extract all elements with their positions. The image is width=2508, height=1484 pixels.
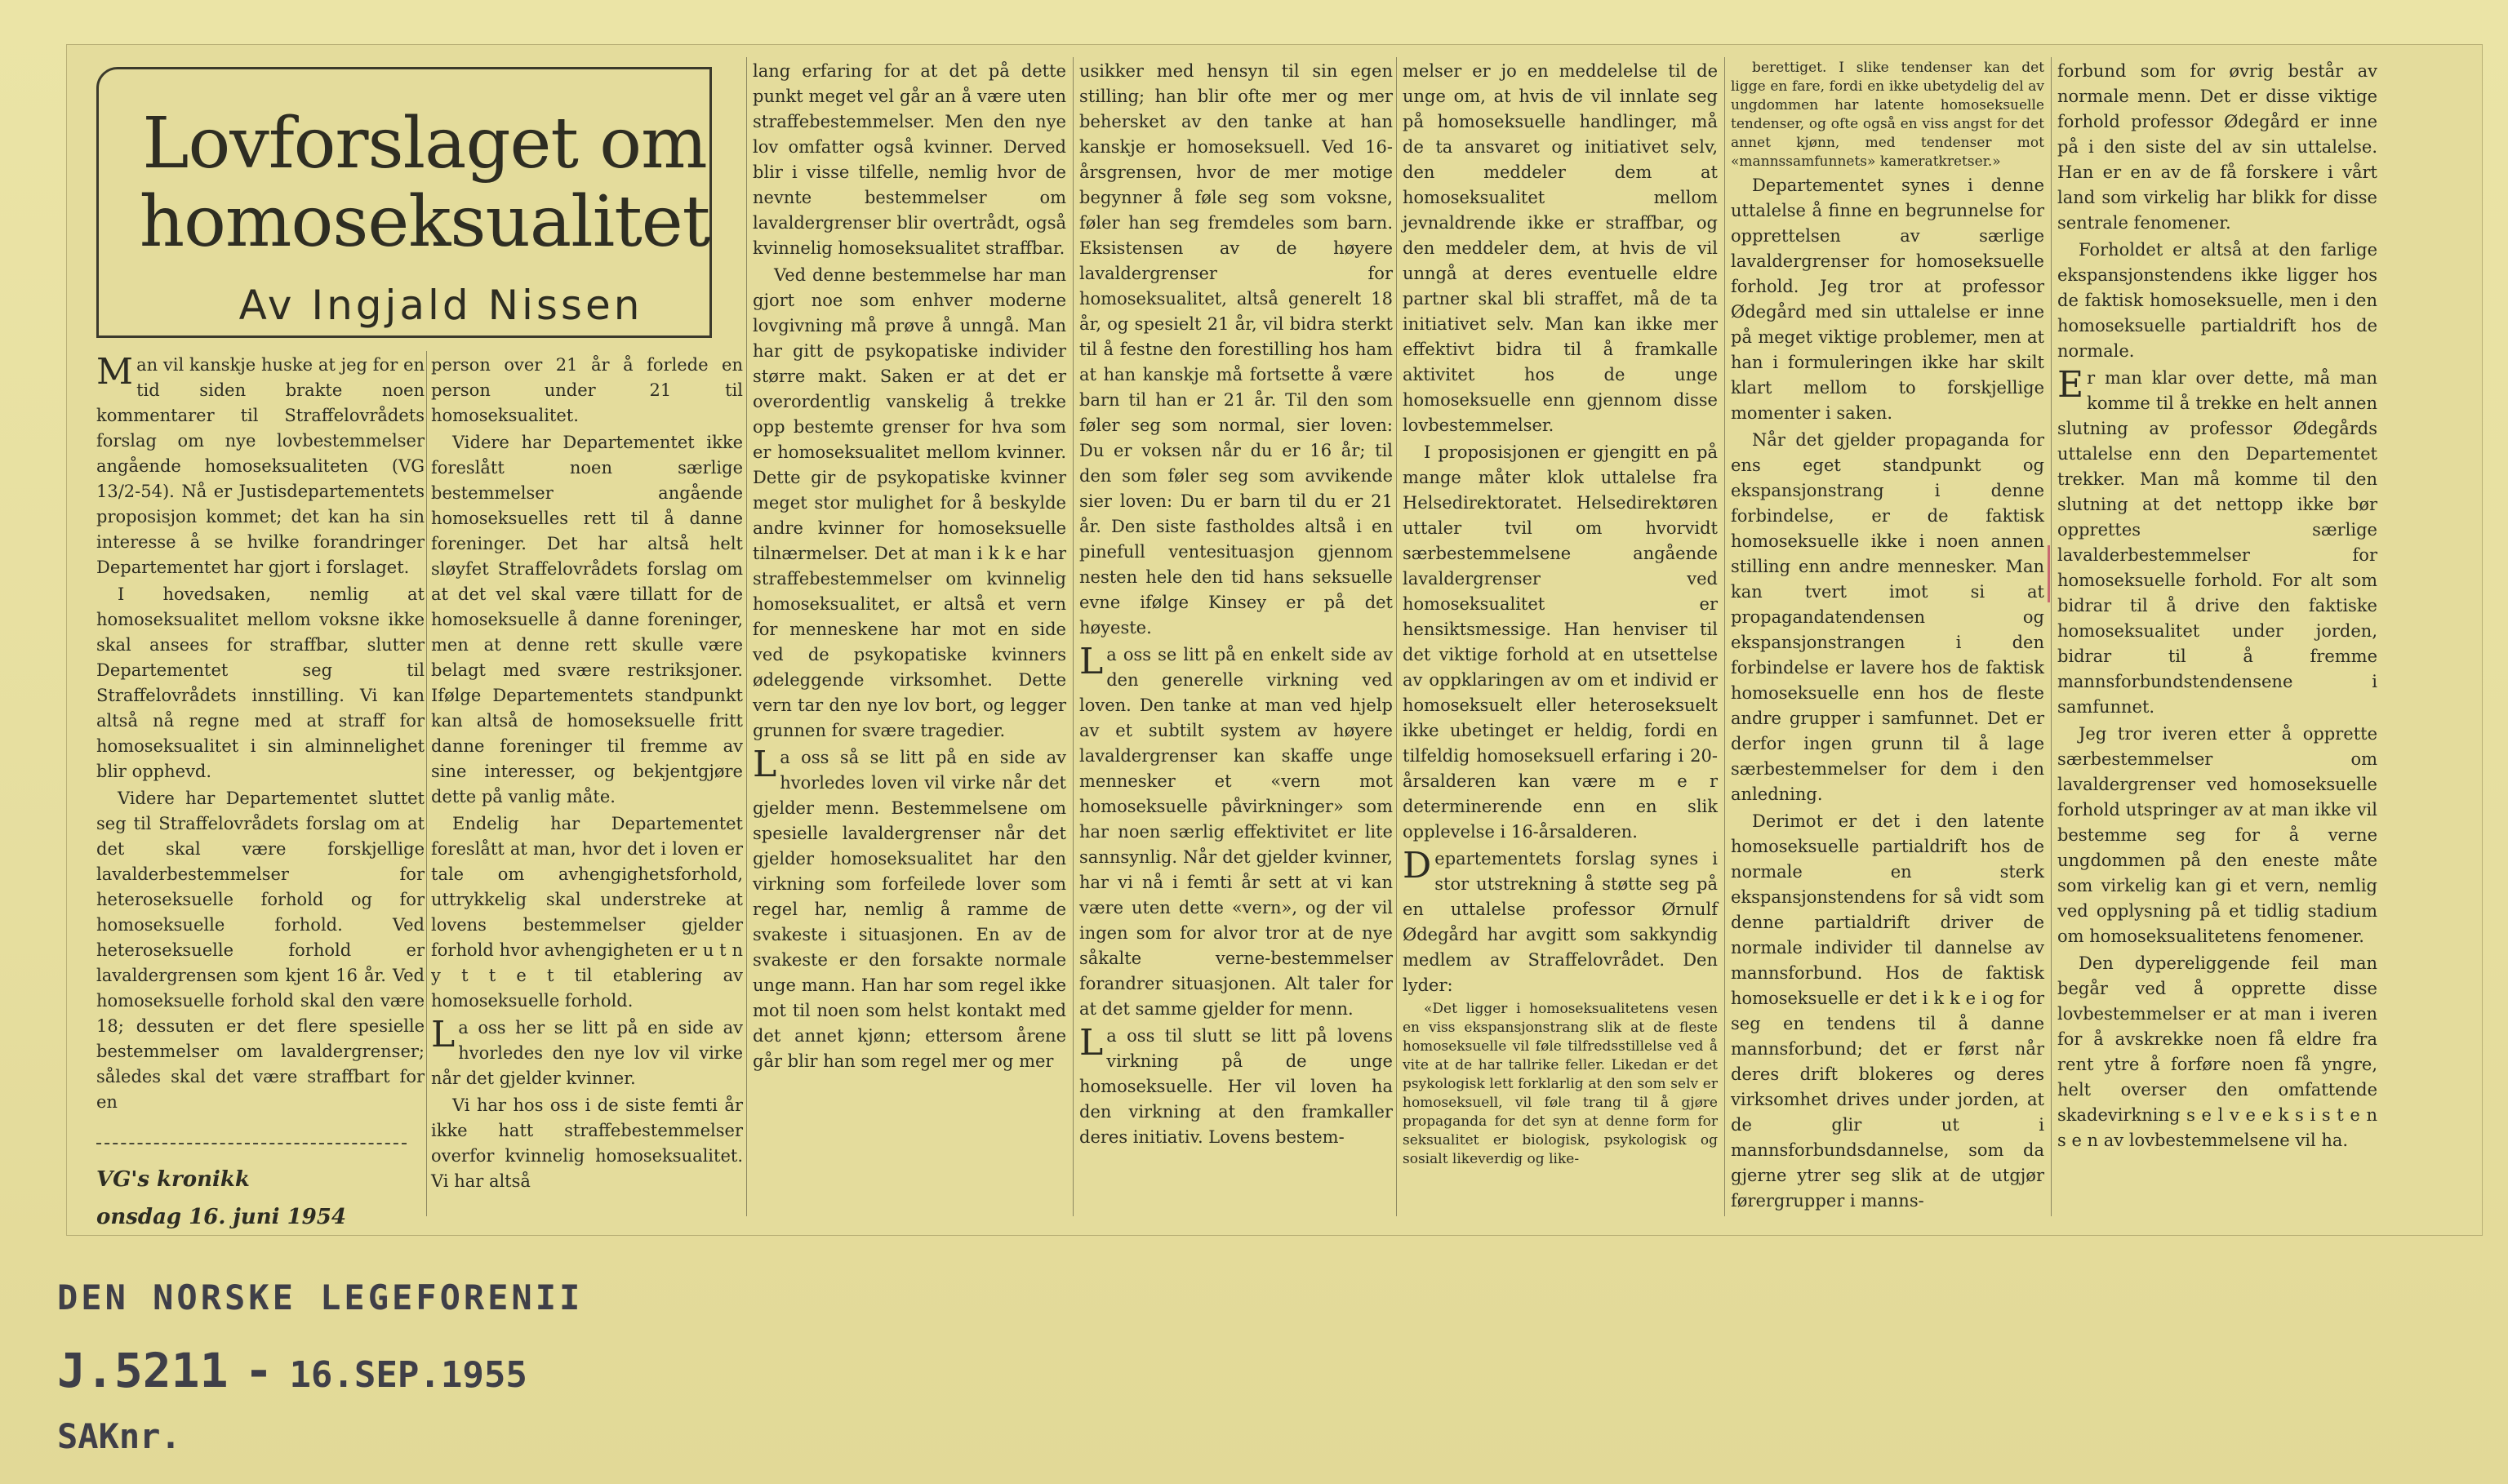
column-rule [2051,57,2052,1216]
paragraph-text: I proposisjonen er gjengitt en på mange måter klok uttalelse fra Helsedirektoratet. Helsedirektøren uttaler tvil om hvorvidt særbestemmelsene angående lavaldergrenser ved homoseksualitet er hensiktsmessige. Han henviser til det viktige forhold at en utsettelse av oppklaringen av om et individ er homoseksuelt eller heteroseksuelt ikke ubetinget er heldig, fordi en tilfeldig homoseksuell erfaring i 20-årsalderen kan være m e r determinerende enn en slik opplevelse i 16-årsalderen. [1403,442,1718,842]
paragraph-text: a oss se litt på en enkelt side av den generelle virkning ved loven. Den tanke at man ved hjelp av et subtilt system av høyere lavaldergrenser kan skaffe unge mennesker et «vern mot homoseksuelle påvirkninger» som har noen særlig effektivitet er lite sannsynlig. Når det gjelder kvinner, har vi nå i femti år sett at vi kan være uten dette «vern», og der vil ingen som for alvor tror at de nye såkalte verne-bestemmelser forandrer situasjonen. Alt taler for at det samme gjelder for menn. [1079,645,1393,1019]
stamp-case-number: SAKnr. [57,1416,181,1456]
text-column-4 [1079,59,1393,1152]
paragraph [2057,238,2377,364]
paragraph [431,811,743,1014]
drop-cap: L [1079,641,1104,682]
paragraph-text: Videre har Departementet ikke foreslått noen særlige bestemmelser angående homoseksuelles rett til å danne foreninger. Det har altså helt sløyfet Straffelovrådets forslag om at det vel skal være tillatt for de homoseksuelle å danne foreninger, men at denne rett skulle være belagt med svære restriksjoner. Ifølge Departementets standpunkt kan altså de homoseksuelle fritt danne foreninger til fremme av sine interesser, og bekjentgjøre dette på vanlig måte. [431,433,743,806]
column-rule [746,57,747,1216]
text-column-7 [2057,59,2377,1155]
title-line-2: homoseksualitet [139,181,710,263]
paragraph-text: Departementet synes i denne uttalelse å finne en begrunnelse for opprettelsen av særlige lavaldergrenser for homoseksuelle forhold. Jeg tror at professor Ødegård med sin uttalelse er inne på meget viktige problemer, men at han i formuleringen ikke har skilt klart mellom to forskjellige momenter i saken. [1731,176,2044,423]
paragraph [96,353,425,580]
paragraph-text: «Det ligger i homoseksualitetens vesen en viss ekspansjonstrang slik at de fleste homoseksuelle vil føle tilfredsstillelse ved å vite at de har tallrike feller. Likedan er det psykologisk lett forklarlig at den som selv er homoseksuell, vil føle trang til å gjøre propaganda for det syn at denne form for seksualitet er biologisk, psykologisk og sosialt likeverdig og like- [1403,1001,1718,1167]
text-column-6 [1731,59,2044,1215]
kronikk-label: VG's kronikk [96,1167,250,1192]
stamp-organization: DEN NORSKE LEGEFORENII [57,1277,584,1317]
column-rule [426,351,427,1216]
column-rule [1396,57,1397,1216]
drop-cap: E [2057,364,2084,406]
paragraph [1403,59,1718,438]
column-rule [1073,57,1074,1216]
text-column-3 [753,59,1066,1076]
paragraph-text: lang erfaring for at det på dette punkt meget vel går an å være uten straffebestemmelser. Men den nye lov omfatter også kvinner. Derved blir i visse tilfelle, nemlig hvor de nevnte bestemmelser om lavaldergrenser blir overtrådt, også kvinnelig homoseksualitet straffbar. [753,61,1066,258]
article-author: Av Ingjald Nissen [238,282,643,329]
paragraph [1731,59,2044,171]
paragraph-text: usikker med hensyn til sin egen stilling; han blir ofte mer og mer behersket av den tanke at han kanskje er homoseksuell. Ved 16-årsgrensen, hvor de mer motige begynner å føle seg som voksne, føler han seg fremdeles som barn. Eksistensen av de høyere lavaldergrenser for homoseksualitet, altså generelt 18 år, og spesielt 21 år, vil bidra sterkt til å festne den forestilling hos ham at han kanskje må fortsette å være barn til han er 21 år. Til den som føler seg som normal, sier loven: Du er voksen når du er 16 år; til den som føler seg som avvikende sier loven: Du er barn til du er 21 år. Den siste fastholdes altså i en pinefull ventesituasjon gjennom nesten hele den tid hans seksuelle evne ifølge Kinsey er på det høyeste. [1079,61,1393,638]
stamp-journal-line: J.5211 - 16.SEP.1955 [57,1343,527,1398]
article-title [139,104,710,261]
paragraph-text: Når det gjelder propaganda for ens eget standpunkt og ekspansjonstrang i denne forbindelse, er de faktisk homoseksuelle ikke i noen annen stilling enn andre mennesker. Man kan tvert imot si at propagandatendensen og ekspansjonstrangen i den forbindelse er lavere hos de faktisk homoseksuelle enn hos de fleste andre grupper i samfunnet. Det er derfor ingen grunn til å lage særbestemmelser for dem i den anledning. [1731,430,2044,804]
column-rule [1724,57,1725,1216]
paragraph-text: Derimot er det i den latente homoseksuelle partialdrift hos de normale en sterk ekspansjonstendens for så vidt som denne partialdrift driver de normale individer til dannelse av mannsforbund. Hos de faktisk homoseksuelle er det i k k e i og for seg en tendens til å danne mannsforbund; det er først når deres drift blokeres og deres virksomhet drives under jorden, at de glir ut i mannsforbundsdannelse, som da gjerne ytrer seg slik at de utgjør førergrupper i manns- [1731,811,2044,1211]
paragraph [96,786,425,1115]
drop-cap: D [1403,845,1432,886]
paragraph [1403,846,1718,998]
paragraph-text: Ved denne bestemmelse har man gjort noe som enhver moderne lovgivning må prøve å unngå. Man har gitt de psykopatiske individer større makt. Saken er at det er overordentlig vanskelig å trekke opp bestemte grenser for hva som er homoseksualitet mellom kvinner. Dette gir de psykopatiske kvinner meget stor mulighet for å beskylde andre kvinner for homoseksuelle tilnærmelser. Det at man i k k e har straffebestemmelser om kvinnelig homoseksualitet, er altså et vern for menneskene har mot en side ved de psykopatiske kvinners ødeleggende virksomhet. Dette vern tar den nye lov bort, og legger grunnen for svære tragedier. [753,265,1066,740]
paragraph-text: I hovedsaken, nemlig at homoseksualitet mellom voksne ikke skal ansees for straffbar, slutter Departementet seg til Straffelovrådets innstilling. Vi kan altså nå regne med at straff for homoseksualitet i sin alminnelighet blir opphevd. [96,584,425,781]
footer-divider [96,1143,407,1157]
title-line-1: Lovforslaget om [142,103,707,184]
paragraph [1079,642,1393,1022]
paragraph-text: Endelig har Departementet foreslått at man, hvor det i loven er tale om avhengighetsforhold, uttrykkelig skal understreke at lovens bestemmelser gjelder forhold hvor avhengigheten er u t n y t t e t til etablering av homoseksuelle forhold. [431,814,743,1011]
paragraph [1731,428,2044,807]
paragraph [1079,1024,1393,1150]
drop-cap: L [1079,1022,1104,1064]
paragraph-text: a oss her se litt på en side av hvorledes den nye lov vil virke når det gjelder kvinner. [431,1018,743,1088]
paragraph [1731,173,2044,426]
paragraph-text: Forholdet er altså at den farlige ekspansjonstendens ikke ligger hos de faktisk homoseksuelle, men i den homoseksuelle partialdrift hos de normale. [2057,240,2377,361]
paragraph [753,263,1066,744]
paragraph-text: Vi har hos oss i de siste femti år ikke hatt straffebestemmelser overfor kvinnelig homoseksualitet. Vi har altså [431,1095,743,1191]
paragraph-text: forbund som for øvrig består av normale menn. Det er disse viktige forhold professor Ødegård er inne på i den siste del av sin uttalelse. Han er en av de få forskere i vårt land som virkelig har blikk for disse sentrale fenomener. [2057,61,2377,233]
paragraph [96,582,425,784]
paragraph-text: Jeg tror iveren etter å opprette særbestemmelser om lavaldergrenser ved homoseksuelle forhold utspringer av at man ikke vil bestemme seg for å verne ungdommen på den eneste måte som virkelig kan gi et vern, nemlig ved opplysning på et tidlig stadium om homoseksualitetens fenomener. [2057,724,2377,946]
drop-cap: L [753,744,777,785]
paragraph-text: a oss til slutt se litt på lovens virkning på de unge homoseksuelle. Her vil loven ha den virkning at den framkaller deres initiativ. Lovens bestem- [1079,1026,1393,1147]
archive-stamp [57,1277,584,1456]
paragraph [431,353,743,429]
paragraph-text: an vil kanskje huske at jeg for en tid siden brakte noen kommentarer til Straffelovrådets forslag om nye lovbestemmelser angående homoseksualiteten (VG 13/2-54). Nå er Justisdepartementets proposisjon kommet; det kan ha sin interesse å se hvilke forandringer Departementet har gjort i forslaget. [96,355,425,577]
paragraph [1731,809,2044,1214]
text-column-5 [1403,59,1718,1171]
paragraph [753,59,1066,261]
paragraph-text: berettiget. I slike tendenser kan det ligge en fare, fordi en ikke ubetydelig del av ungdommen har latente homoseksuelle tendenser, og ofte også en viss angst for det annet kjønn, med tendenser mot «mannssamfunnets» kameratkretser.» [1731,60,2044,170]
paragraph [1403,440,1718,845]
paragraph [431,1015,743,1091]
red-pencil-mark [2048,545,2050,602]
paragraph-text: r man klar over dette, må man komme til å trekke en helt annen slutning av professor Ødegårds uttalelse enn den Departementet trekker. Man må komme til den slutning at det nettopp ikke bør opprettes særlige lavalderbestemmelser for homoseksuelle forhold. For alt som bidrar til å drive den faktiske homoseksualitet under jorden, bidrar til å fremme mannsforbundstendensene i samfunnet. [2057,368,2377,717]
paragraph [2057,951,2377,1153]
paragraph-text: a oss så se litt på en side av hvorledes loven vil virke når det gjelder menn. Bestemmelsene om spesielle lavaldergrenser når det gjelder homoseksualitet har den virkning som forfeilede lover som regel har, nemlig å ramme de svakeste i situasjonen. En av de svakeste er den forsakte normale unge mann. Han har som regel ikke mot til noen som helst kontakt med det annet kjønn; ettersom årene går blir han som regel mer og mer [753,748,1066,1071]
publication-date: onsdag 16. juni 1954 [96,1205,346,1229]
paragraph-text: Videre har Departementet sluttet seg til Straffelovrådets forslag om at det skal være forskjellige lavalderbestemmelser for heteroseksuelle forhold og for homoseksuelle forhold. Ved heteroseksuelle forhold er lavaldergrensen som kjent 16 år. Ved homoseksuelle forhold skal den være 18; dessuten er det flere spesielle bestemmelser om lavaldergrenser; således skal det være straffbart for en [96,789,425,1112]
paragraph [431,1093,743,1194]
drop-cap: M [96,351,134,393]
paragraph [1403,1000,1718,1169]
paragraph [753,745,1066,1074]
text-column-1 [96,353,425,1117]
paragraph-text: Den dypereliggende feil man begår ved å opprette disse lovbestemmelser er at man i iveren for å avskrekke noen få eldre fra rent ytre å forføre noen få yngre, helt overser den omfattende skadevirkning s e l v e e k s i s t e n s e n av lovbestemmelsene vil ha. [2057,953,2377,1150]
stamp-journal-number: J.5211 [57,1343,229,1398]
paragraph-text: person over 21 år å forlede en person under 21 til homoseksualitet. [431,355,743,425]
text-column-2 [431,353,743,1196]
paragraph-text: melser er jo en meddelelse til de unge om, at hvis de vil innlate seg på homoseksuelle handlinger, må de ta ansvaret og initiativet selv, den meddeler dem at homoseksualitet mellom jevnaldrende ikke er straffbar, og den meddeler dem, at hvis de vil unngå at deres eventuelle eldre partner skal bli straffet, må de ta initiativet selv. Man kan ikke mer effektivt bidra til å framkalle aktivitet hos de unge homoseksuelle enn gjennom disse lovbestemmelser. [1403,61,1718,435]
drop-cap: L [431,1014,456,1055]
paragraph [1079,59,1393,641]
paragraph [431,430,743,810]
paragraph [2057,366,2377,720]
paragraph-text: epartementets forslag synes i stor utstrekning å støtte seg på en uttalelse professor Ørnulf Ødegård har avgitt som sakkyndig medlem av Straffelovrådet. Den lyder: [1403,849,1718,995]
paragraph [2057,722,2377,949]
paragraph [2057,59,2377,236]
stamp-date: 16.SEP.1955 [289,1354,527,1396]
